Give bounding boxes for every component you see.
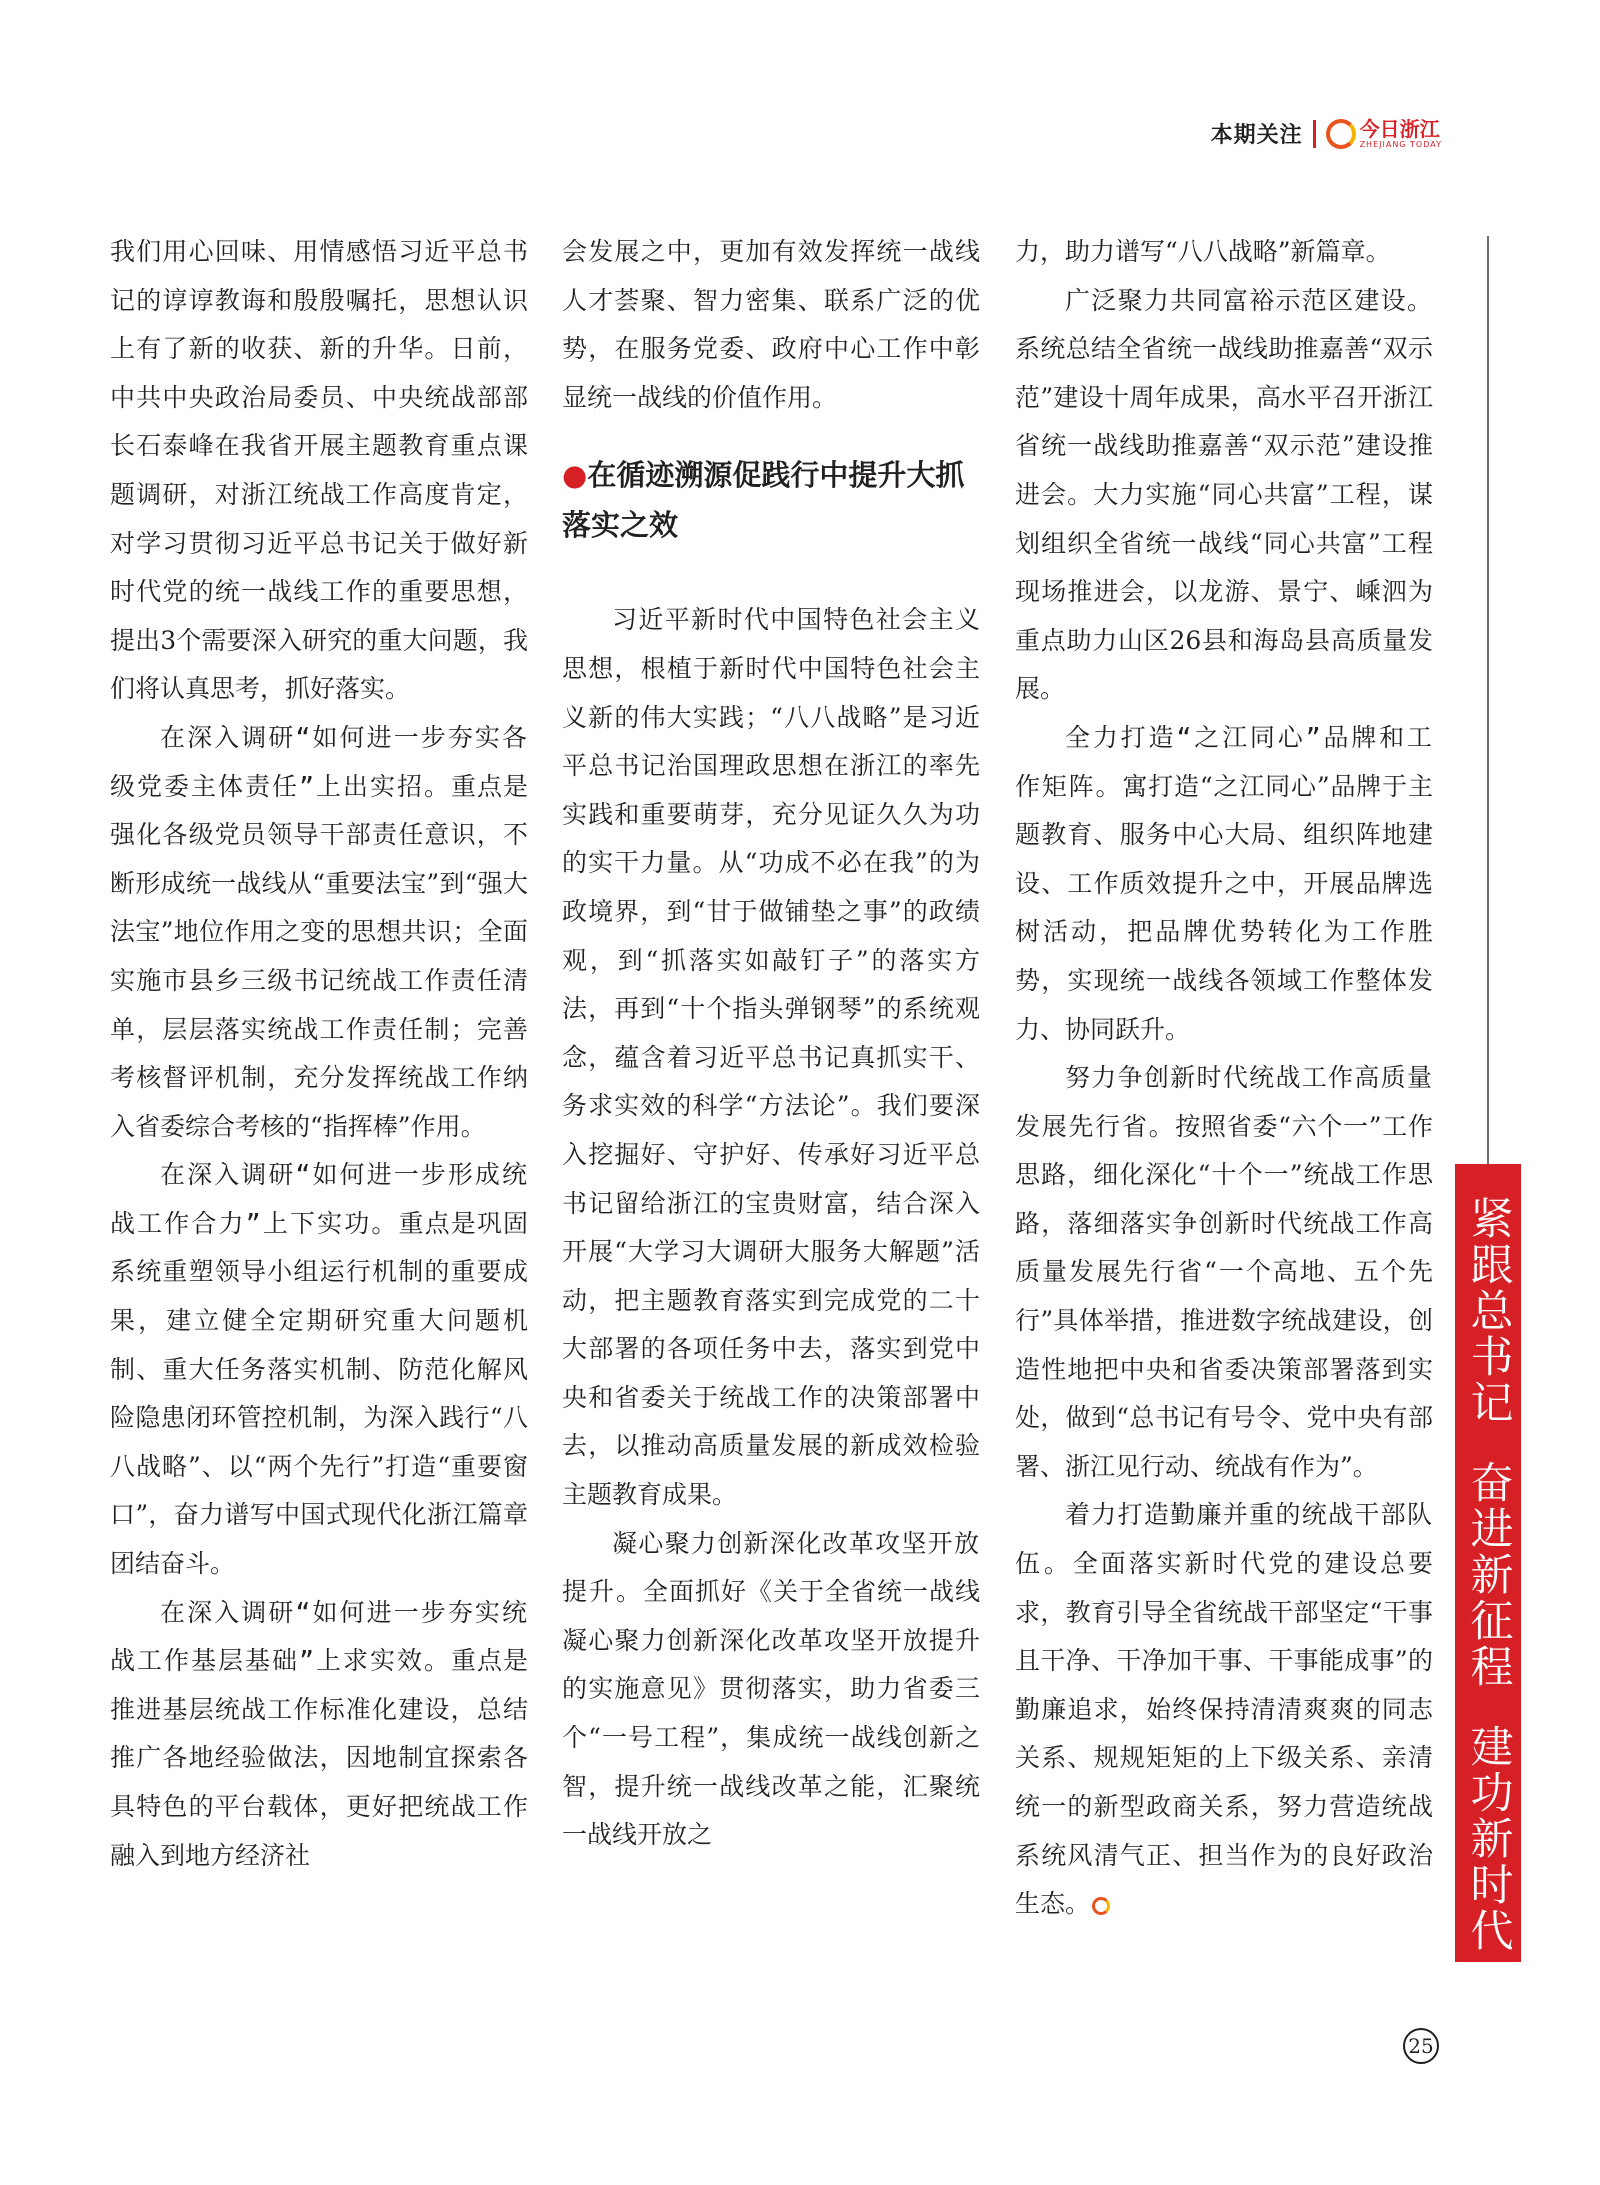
paragraph: 我们用心回味、用情感悟习近平总书记的谆谆教诲和殷殷嘱托，思想认识上有了新的收获、新的升华。日前，中共中央政治局委员、中央统战部部长石泰峰在我省开展主题教育重点课题调研，对浙江统战工作高度肯定，对学习贯彻习近平总书记关于做好新时代党的统一战线工作的重要思想，提出3个需要深入研究的重大问题，我们将认真思考，抓好落实。 [110, 237, 528, 704]
page-number: 25 [1403, 2028, 1439, 2064]
paragraph-lead: 着力打造勤廉并重的统战干部队伍。 [1015, 1500, 1433, 1579]
end-logo-icon [1092, 1897, 1110, 1915]
paragraph-lead: 在深入调研“如何进一步夯实各级党委主体责任”上出实招。 [110, 722, 528, 801]
paragraph [110, 1589, 528, 1881]
paragraph [110, 714, 528, 1151]
banner-phrase-1: 紧跟总书记 [1463, 1196, 1514, 1426]
banner-text [1463, 1196, 1514, 1962]
logo-chinese: 今日浙江 [1359, 116, 1440, 141]
paragraph-body: 全面抓好《关于全省统一战线凝心聚力创新深化改革攻坚开放提升的实施意见》贯彻落实，助力省委三个“一号工程”，集成统一战线创新之智，提升统一战线改革之能，汇聚统一战线开放之 [562, 1577, 980, 1850]
logo-text [1359, 116, 1442, 149]
paragraph-body: 寓打造“之江同心”品牌于主题教育、服务中心大局、组织阵地建设、工作质效提升之中，开展品牌选树活动，把品牌优势转化为工作胜势，实现统一战线各领域工作整体发力、协同跃升。 [1015, 771, 1433, 1044]
column-1 [110, 228, 528, 1880]
column-3 [1015, 228, 1433, 1929]
bullet-dot-icon: ● [562, 458, 588, 493]
paragraph-lead: 广泛聚力共同富裕示范区建设。 [1065, 285, 1433, 315]
banner-phrase-2: 奋进新征程 [1463, 1460, 1514, 1690]
column-2 [562, 228, 980, 1860]
section-heading-text: 在循迹溯源促践行中提升大抓落实之效 [562, 458, 965, 543]
banner-phrase-3: 建功新时代 [1463, 1724, 1514, 1954]
paragraph-body: 重点是巩固系统重塑领导小组运行机制的重要成果，建立健全定期研究重大问题机制、重大任务落实机制、防范化解风险隐患闭环管控机制，为深入践行“八八战略”、以“两个先行”打造“重要窗口”，奋力谱写中国式现代化浙江篇章团结奋斗。 [110, 1208, 528, 1579]
paragraph [110, 1151, 528, 1588]
paragraph [1015, 277, 1433, 714]
paragraph: 会发展之中，更加有效发挥统一战线人才荟聚、智力密集、联系广泛的优势，在服务党委、政府中心工作中彰显统一战线的价值作用。 [562, 237, 980, 412]
paragraph-body: 全面落实新时代党的建设总要求，教育引导全省统战干部坚定“干事且干净、干净加干事、干事能成事”的勤廉追求，始终保持清清爽爽的同志关系、规规矩矩的上下级关系、亲清统一的新型政商关系，努力营造统战系统风清气正、担当作为的良好政治生态。 [1015, 1549, 1433, 1919]
paragraph: 习近平新时代中国特色社会主义思想，根植于新时代中国特色社会主义新的伟大实践；“八八战略”是习近平总书记治国理政思想在浙江的率先实践和重要萌芽，充分见证久久为功的实干力量。从“功成不必在我”的为政境界，到“甘于做铺垫之事”的政绩观，到“抓落实如敲钉子”的落实方法，再到“十个指头弹钢琴”的系统观念，蕴含着习近平总书记真抓实干、务求实效的科学“方法论”。我们要深入挖掘好、守护好、传承好习近平总书记留给浙江的宝贵财富，结合深入开展“大学习大调研大服务大解题”活动，把主题教育落实到完成党的二十大部署的各项任务中去，落实到党中央和省委关于统战工作的决策部署中去，以推动高质量发展的新成效检验主题教育成果。 [562, 605, 980, 1510]
paragraph-lead: 在深入调研“如何进一步夯实统战工作基层基础”上求实效。 [110, 1597, 528, 1676]
paragraph-lead: 全力打造“之江同心”品牌和工作矩阵。 [1015, 722, 1433, 801]
paragraph-lead: 在深入调研“如何进一步形成统战工作合力”上下实功。 [110, 1160, 528, 1238]
paragraph-body: 系统总结全省统一战线助推嘉善“双示范”建设十周年成果，高水平召开浙江省统一战线助推嘉善“双示范”建设推进会。大力实施“同心共富”工程，谋划组织全省统一战线“同心共富”工程现场推进会，以龙游、景宁、嵊泗为重点助力山区26县和海岛县高质量发展。 [1015, 334, 1433, 704]
side-banner [1455, 1164, 1521, 1962]
paragraph [562, 1520, 980, 1860]
paragraph: 力，助力谱写“八八战略”新篇章。 [1015, 237, 1391, 266]
paragraph [1015, 1491, 1433, 1928]
magazine-logo [1326, 116, 1442, 149]
paragraph-lead: 努力争创新时代统战工作高质量发展先行省。 [1015, 1063, 1433, 1141]
page-header [1211, 118, 1442, 149]
paragraph-lead: 凝心聚力创新深化改革攻坚开放提升。 [562, 1528, 980, 1607]
paragraph-body: 重点是推进基层统战工作标准化建设，总结推广各地经验做法，因地制宜探索各具特色的平台载体，更好把统战工作融入到地方经济社 [110, 1646, 528, 1870]
logo-swirl-icon [1326, 119, 1356, 149]
section-heading [562, 450, 980, 550]
header-divider [1313, 120, 1316, 148]
logo-english: ZHEJIANG TODAY [1359, 139, 1442, 149]
paragraph [1015, 1054, 1433, 1491]
section-label: 本期关注 [1210, 123, 1303, 148]
paragraph-body: 按照省委“六个一”工作思路，细化深化“十个一”统战工作思路，落细落实争创新时代统战工作高质量发展先行省“一个高地、五个先行”具体举措，推进数字统战建设，创造性地把中央和省委决策部署落到实处，做到“总书记有号令、党中央有部署、浙江见行动、统战有作为”。 [1015, 1111, 1433, 1481]
paragraph-body: 重点是强化各级党员领导干部责任意识，不断形成统一战线从“重要法宝”到“强大法宝”地位作用之变的思想共识；全面实施市县乡三级书记统战工作责任清单，层层落实统战工作责任制；完善考核督评机制，充分发挥统战工作纳入省委综合考核的“指挥棒”作用。 [110, 771, 528, 1141]
margin-rule [1487, 236, 1489, 1176]
paragraph [1015, 714, 1433, 1054]
